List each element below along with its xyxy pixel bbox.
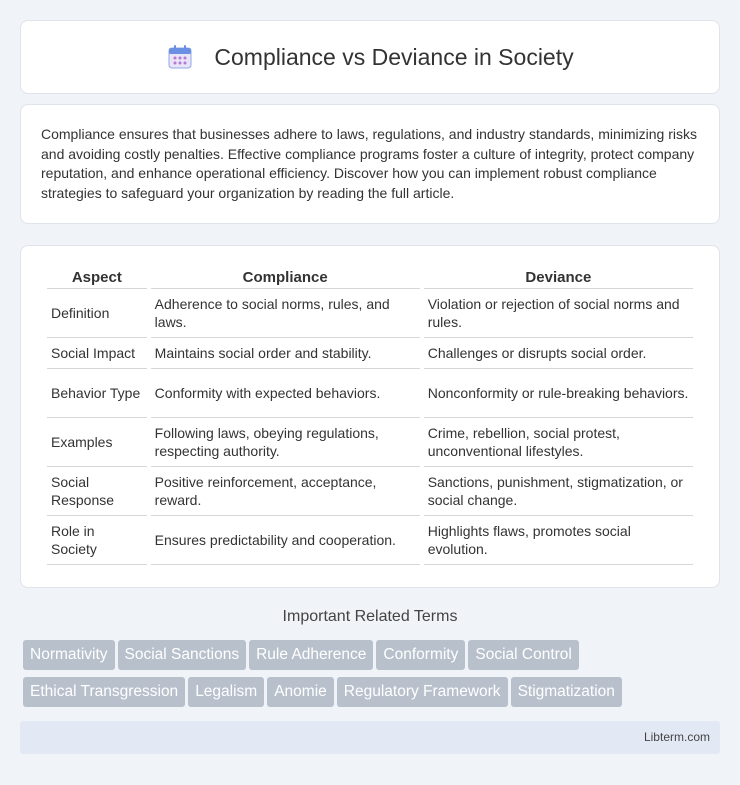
- header-card: [20, 20, 720, 94]
- tag-rule-adherence[interactable]: Rule Adherence: [249, 640, 373, 670]
- tag-regulatory-framework[interactable]: Regulatory Framework: [337, 677, 508, 707]
- table-row: [47, 418, 693, 467]
- tag-social-sanctions[interactable]: Social Sanctions: [118, 640, 247, 670]
- tag-stigmatization[interactable]: Stigmatization: [511, 677, 622, 707]
- row-aspect: Definition: [47, 289, 147, 338]
- tag-normativity[interactable]: Normativity: [23, 640, 115, 670]
- comparison-table: [43, 266, 697, 565]
- row-aspect: Behavior Type: [47, 369, 147, 418]
- calendar-icon: [166, 43, 194, 71]
- page-title: Compliance vs Deviance in Society: [214, 43, 574, 70]
- row-deviance: Crime, rebellion, social protest, unconventional lifestyles.: [424, 418, 693, 467]
- row-compliance: Following laws, obeying regulations, respecting authority.: [151, 418, 420, 467]
- tag-conformity[interactable]: Conformity: [376, 640, 465, 670]
- row-compliance: Positive reinforcement, acceptance, reward.: [151, 467, 420, 516]
- tag-social-control[interactable]: Social Control: [468, 640, 579, 670]
- header-aspect: Aspect: [47, 266, 147, 289]
- row-compliance: Adherence to social norms, rules, and laws.: [151, 289, 420, 338]
- row-compliance: Ensures predictability and cooperation.: [151, 516, 420, 565]
- row-deviance: Challenges or disrupts social order.: [424, 338, 693, 369]
- table-row: [47, 369, 693, 418]
- footer: [20, 721, 720, 754]
- related-terms-tags: [23, 640, 723, 714]
- table-header-row: [47, 266, 693, 289]
- intro-text: Compliance ensures that businesses adhere to laws, regulations, and industry standards, minimizing risks and avoiding costly penalties. Effective compliance programs foster a culture of integrity, protect company reputation, and enhance operational efficiency. Discover how you can implement robust compliance strategies to safeguard your organization by reading the full article.: [41, 126, 697, 201]
- row-deviance: Sanctions, punishment, stigmatization, or social change.: [424, 467, 693, 516]
- table-row: [47, 338, 693, 369]
- related-terms-title: Important Related Terms: [282, 608, 458, 625]
- header-deviance: Deviance: [424, 266, 693, 289]
- intro-card: [20, 104, 720, 224]
- row-deviance: Highlights flaws, promotes social evolution.: [424, 516, 693, 565]
- row-aspect: Examples: [47, 418, 147, 467]
- row-aspect: Role in Society: [47, 516, 147, 565]
- tag-legalism[interactable]: Legalism: [188, 677, 264, 707]
- row-aspect: Social Response: [47, 467, 147, 516]
- row-deviance: Violation or rejection of social norms and rules.: [424, 289, 693, 338]
- header-compliance: Compliance: [151, 266, 420, 289]
- row-aspect: Social Impact: [47, 338, 147, 369]
- tag-anomie[interactable]: Anomie: [267, 677, 334, 707]
- row-compliance: Conformity with expected behaviors.: [151, 369, 420, 418]
- table-row: [47, 467, 693, 516]
- footer-site-link[interactable]: Libterm.com: [643, 730, 710, 744]
- row-deviance: Nonconformity or rule-breaking behaviors.: [424, 369, 693, 418]
- tag-ethical-transgression[interactable]: Ethical Transgression: [23, 677, 185, 707]
- table-row: [47, 516, 693, 565]
- table-row: [47, 289, 693, 338]
- row-compliance: Maintains social order and stability.: [151, 338, 420, 369]
- comparison-table-card: [20, 245, 720, 588]
